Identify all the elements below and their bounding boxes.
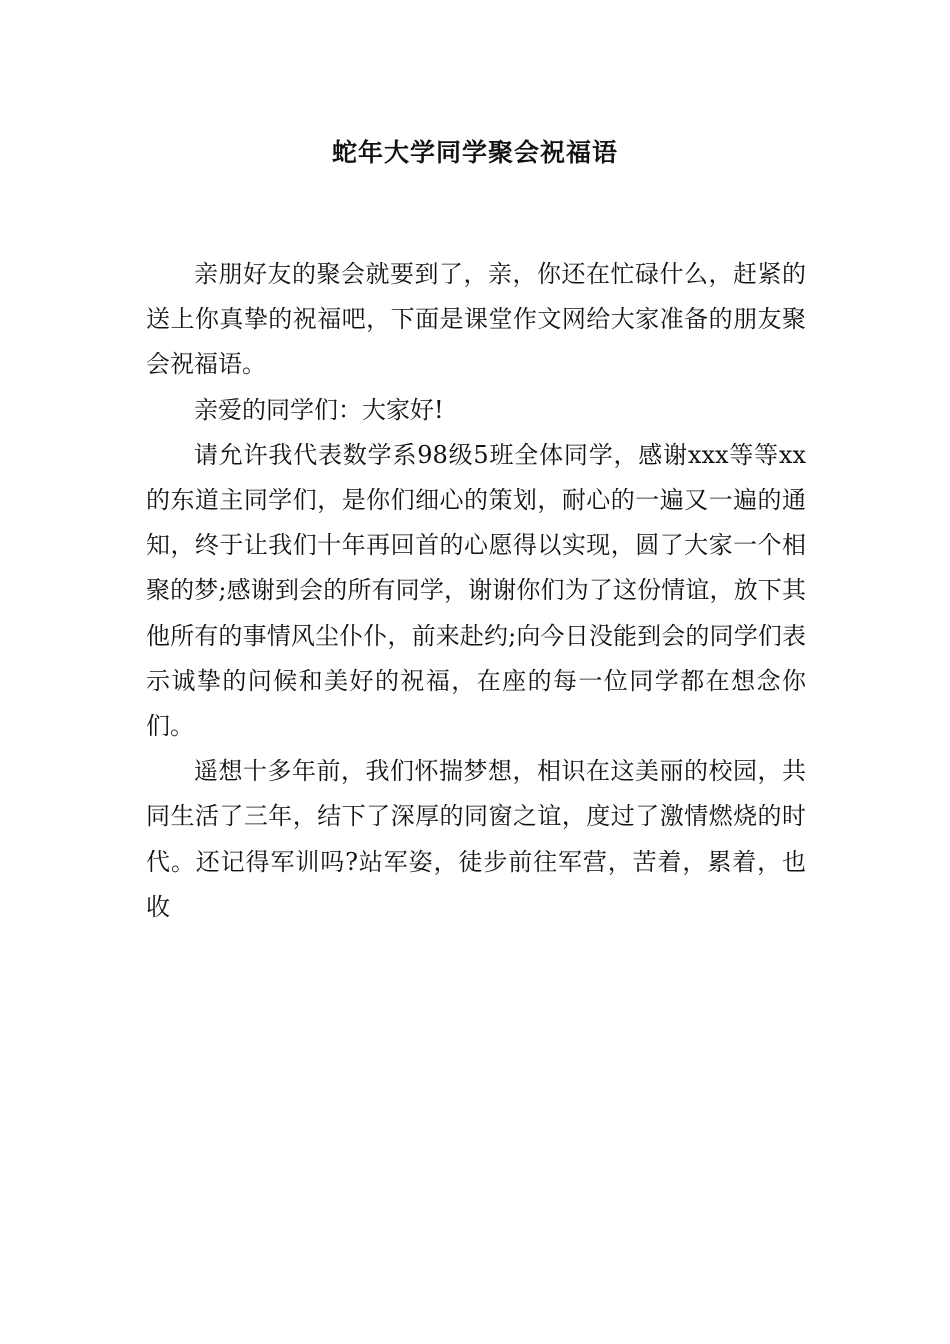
paragraph-thanks: 请允许我代表数学系98级5班全体同学，感谢xxx等等xx的东道主同学们，是你们细心的策划，耐心的一遍又一遍的通知，终于让我们十年再回首的心愿得以实现，圆了大家一个相聚的梦;感谢到会的所有同学，谢谢你们为了这份情谊，放下其他所有的事情风尘仆仆，前来赴约;向今日没能到会的同学们表示诚挚的问候和美好的祝福，在座的每一位同学都在想念你们。 — [146, 440, 806, 741]
document-title: 蛇年大学同学聚会祝福语 — [331, 138, 618, 167]
document-body — [146, 252, 806, 930]
paragraph-intro: 亲朋好友的聚会就要到了，亲，你还在忙碌什么，赶紧的送上你真挚的祝福吧，下面是课堂作文网给大家准备的朋友聚会祝福语。 — [146, 260, 806, 379]
paragraph-greeting: 亲爱的同学们：大家好! — [194, 395, 444, 424]
paragraph-memories: 遥想十多年前，我们怀揣梦想，相识在这美丽的校园，共同生活了三年，结下了深厚的同窗之谊，度过了激情燃烧的时代。还记得军训吗?站军姿，徒步前往军营，苦着，累着，也收 — [146, 757, 806, 921]
